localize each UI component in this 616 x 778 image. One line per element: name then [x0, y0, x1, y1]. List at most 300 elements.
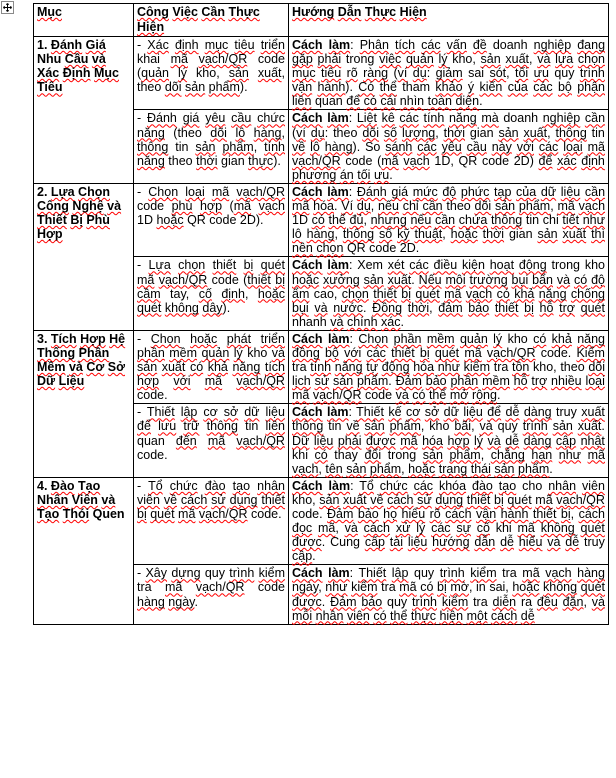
- spellcheck-word: phẩm: [518, 461, 550, 476]
- spellcheck-word: diện: [455, 94, 480, 109]
- spellcheck-word: năng: [448, 111, 477, 126]
- spellcheck-word: nhật: [580, 433, 605, 448]
- guidance-label: [292, 566, 350, 580]
- guidance-label: [292, 405, 349, 419]
- guidance-table: [33, 3, 609, 625]
- spellcheck-word: các: [538, 139, 559, 154]
- spellcheck-word: và: [330, 314, 344, 329]
- spellcheck-word: đang: [577, 38, 606, 52]
- table-row: [34, 183, 609, 256]
- spellcheck-word: viên: [346, 608, 370, 623]
- spellcheck-word: và: [107, 199, 122, 214]
- spellcheck-word: dàng: [523, 405, 552, 420]
- spellcheck-word: Phần: [78, 345, 110, 360]
- spellcheck-word: phần: [137, 345, 165, 360]
- spellcheck-word: sản: [319, 492, 340, 507]
- spellcheck-word: vạch/QR: [195, 580, 245, 595]
- spellcheck-word: thiết: [373, 286, 397, 301]
- spellcheck-word: nên: [292, 241, 313, 256]
- spellcheck-word: ràng: [363, 66, 389, 81]
- spellcheck-word: như: [582, 213, 606, 228]
- spellcheck-word: phát: [226, 331, 252, 346]
- spellcheck-word: trữ: [183, 419, 200, 434]
- spellcheck-word: đủ: [349, 213, 364, 228]
- spellcheck-word: lý: [233, 345, 243, 360]
- spellcheck-word: Thói: [62, 507, 90, 521]
- spellcheck-word: ví: [296, 125, 306, 140]
- spellcheck-word: quét: [137, 300, 162, 315]
- spellcheck-word: xuất: [257, 66, 282, 81]
- spellcheck-word: lô: [310, 139, 320, 154]
- spellcheck-word: phần: [450, 374, 479, 389]
- spellcheck-word: Cần: [201, 5, 226, 19]
- spellcheck-word: dữ: [443, 405, 459, 420]
- spellcheck-word: xác: [557, 153, 577, 168]
- spellcheck-word: phẩm: [356, 374, 389, 389]
- spellcheck-word: định: [221, 286, 245, 301]
- spellcheck-word: kỹ: [397, 227, 410, 242]
- guidance-text: : Thiết kế cơ sở dữ liệu để dễ dàng truy xuất thông tin về sản phẩm, kho bãi, và quy trình sản xuất. Dữ liệu phải được mã hóa hợp lý và dễ dàng cập nhật khi có thay đổi trong sản phẩm, chẳng hạn như mã vạch, tên sản phẩm, hoặc trạng thái sản phẩm.: [292, 405, 605, 476]
- spellcheck-word: Công: [37, 199, 69, 214]
- spellcheck-word: nghiệp: [542, 111, 581, 126]
- spellcheck-word: bộ: [557, 80, 572, 95]
- spellcheck-word: vạch/QR: [312, 388, 362, 403]
- spellcheck-word: cần: [584, 111, 606, 126]
- spellcheck-word: mã: [170, 52, 188, 67]
- table-move-handle-icon[interactable]: [1, 1, 14, 14]
- spellcheck-word: vạch/QR: [198, 507, 248, 521]
- spellcheck-word: thời: [482, 227, 505, 242]
- spellcheck-word: lập: [391, 566, 409, 581]
- spellcheck-word: được: [292, 535, 322, 550]
- spellcheck-word: số: [383, 125, 398, 140]
- spellcheck-word: sản: [498, 125, 519, 140]
- spellcheck-word: hỗ: [513, 374, 528, 389]
- spellcheck-word: cơ: [405, 405, 421, 420]
- spellcheck-word: Nhân: [37, 492, 69, 507]
- spellcheck-word: tồn: [511, 360, 530, 375]
- spellcheck-word: mà: [481, 111, 499, 126]
- spellcheck-word: Phân: [359, 38, 389, 52]
- spellcheck-word: Hiện: [399, 5, 427, 19]
- spellcheck-word: số: [378, 227, 393, 242]
- spellcheck-word: nhân: [548, 478, 577, 493]
- spellcheck-word: liệu: [463, 405, 483, 420]
- spellcheck-word: thiết: [532, 507, 557, 521]
- spellcheck-word: và: [271, 345, 285, 360]
- spellcheck-word: phù: [171, 199, 193, 214]
- guidance-table-wrapper: [33, 3, 608, 625]
- spellcheck-word: mã: [400, 433, 418, 448]
- column-header-2: [134, 4, 289, 37]
- spellcheck-word: năng: [232, 360, 261, 375]
- spellcheck-word: vạch/QR: [292, 153, 341, 168]
- spellcheck-word: các: [413, 478, 434, 493]
- spellcheck-word: quản: [141, 66, 169, 81]
- spellcheck-word: Thiết: [358, 566, 387, 581]
- spellcheck-word: Lựa: [148, 258, 171, 273]
- spellcheck-word: yêu: [205, 111, 226, 126]
- spellcheck-word: tính: [310, 360, 332, 375]
- spellcheck-word: chọn: [178, 258, 206, 273]
- spellcheck-word: Cách: [292, 331, 323, 346]
- spellcheck-word: Cách: [292, 258, 323, 273]
- task-cell: - Xây dựng quy trình kiểm tra mã vạch/QR code hàng ngày.: [134, 565, 289, 624]
- spellcheck-word: triển: [260, 331, 285, 346]
- spellcheck-word: Kiểm: [576, 345, 605, 360]
- spellcheck-word: mã: [204, 374, 223, 389]
- spellcheck-word: cố: [198, 286, 212, 301]
- spellcheck-word: vận: [292, 80, 313, 95]
- spellcheck-word: dễ: [500, 535, 514, 550]
- spellcheck-word: cách: [387, 492, 414, 507]
- spellcheck-word: sản: [494, 199, 516, 214]
- spellcheck-word: khả: [514, 286, 535, 301]
- spellcheck-word: cách: [363, 521, 391, 536]
- spellcheck-word: vạch: [258, 199, 285, 214]
- spellcheck-word: nhưng: [370, 213, 407, 228]
- spellcheck-word: hoặc: [156, 213, 184, 228]
- spellcheck-word: Định: [62, 66, 91, 81]
- spellcheck-word: mã: [211, 184, 230, 199]
- spellcheck-word: như: [558, 447, 582, 462]
- spellcheck-word: xuất: [523, 125, 548, 140]
- spellcheck-word: phần: [393, 331, 422, 346]
- spellcheck-word: hoặc: [450, 227, 478, 242]
- spellcheck-word: Nghệ: [72, 199, 104, 214]
- spellcheck-word: loại: [185, 184, 205, 199]
- spellcheck-word: sản: [195, 139, 216, 154]
- spellcheck-word: có: [573, 272, 588, 287]
- spellcheck-word: kế: [388, 405, 402, 420]
- spellcheck-word: liên: [292, 94, 312, 109]
- spellcheck-word: nước: [333, 300, 364, 315]
- spellcheck-word: Công: [137, 5, 169, 19]
- spellcheck-word: kiểm: [441, 594, 469, 609]
- spellcheck-word: mềm: [482, 374, 510, 389]
- spellcheck-word: nếu: [378, 199, 399, 214]
- guidance-cell: [289, 330, 609, 403]
- spellcheck-word: Cơ: [86, 360, 105, 375]
- spellcheck-word: mã: [557, 199, 575, 214]
- spellcheck-word: mỗi: [292, 608, 313, 623]
- spellcheck-word: Đánh: [146, 111, 177, 126]
- spellcheck-word: Đảm: [395, 374, 422, 389]
- spellcheck-word: quản: [201, 345, 230, 360]
- spellcheck-word: chọn: [316, 241, 344, 256]
- spellcheck-word: tạp: [494, 184, 512, 199]
- spellcheck-word: kiểm: [351, 580, 378, 595]
- column-header-label: [37, 5, 130, 20]
- spellcheck-word: làm: [326, 405, 349, 420]
- spellcheck-word: hoạt: [489, 258, 515, 273]
- spellcheck-word: tối: [357, 167, 371, 182]
- spellcheck-word: làm: [327, 331, 350, 346]
- spellcheck-word: nhìn: [399, 94, 425, 109]
- spellcheck-word: sản: [552, 419, 573, 434]
- spellcheck-word: định: [174, 38, 199, 52]
- guidance-label: [292, 479, 350, 493]
- spellcheck-word: vạch: [545, 566, 572, 581]
- table-header-row: [34, 4, 609, 37]
- spellcheck-word: sở: [424, 405, 440, 420]
- spellcheck-word: ẩm: [292, 286, 310, 301]
- spellcheck-word: lý: [416, 521, 426, 536]
- spellcheck-word: bảo: [361, 594, 383, 609]
- spellcheck-word: lượng: [401, 125, 436, 140]
- spellcheck-word: các: [417, 139, 437, 154]
- spellcheck-word: Tạo: [78, 478, 101, 493]
- spellcheck-word: hoặc: [190, 331, 218, 346]
- spellcheck-word: kiện: [461, 258, 485, 273]
- spellcheck-word: cố: [476, 521, 490, 536]
- spellcheck-word: thời: [407, 300, 430, 315]
- spellcheck-word: lưu: [158, 419, 177, 434]
- spellcheck-word: dõi: [164, 80, 182, 95]
- spellcheck-word: giảm: [435, 66, 463, 81]
- table-row: [34, 330, 609, 403]
- spellcheck-word: rõ: [346, 66, 358, 81]
- spellcheck-word: Tổ: [148, 478, 163, 493]
- spellcheck-word: có: [311, 213, 325, 228]
- spellcheck-word: hợp: [447, 433, 470, 448]
- spellcheck-word: kiểm: [258, 566, 286, 581]
- spellcheck-word: quét: [434, 345, 460, 360]
- spellcheck-word: thiết: [212, 258, 237, 273]
- spellcheck-word: xác: [381, 314, 401, 329]
- spellcheck-word: chứa: [458, 213, 488, 228]
- spellcheck-word: Hướng: [292, 5, 335, 19]
- spellcheck-word: trường: [469, 272, 508, 287]
- spellcheck-word: vạch: [465, 286, 493, 301]
- spellcheck-word: đều: [536, 594, 558, 609]
- topic-cell: 3. Tích Hợp Hệ Thống Phần Mềm và Cơ Sở Dữ Liệu: [34, 330, 134, 477]
- topic-cell: 2. Lựa Chọn Công Nghệ và Thiết Bị Phù Hợp: [34, 183, 134, 330]
- spellcheck-word: trợ: [559, 300, 575, 315]
- spellcheck-word: bãi: [454, 419, 472, 434]
- spellcheck-word: mã: [317, 521, 336, 536]
- spellcheck-word: cách: [578, 507, 605, 521]
- spellcheck-word: lý: [438, 52, 448, 67]
- spellcheck-word: diễn: [492, 594, 517, 609]
- spellcheck-word: trình: [412, 594, 438, 609]
- spellcheck-word: Đào: [50, 478, 75, 493]
- spellcheck-word: giá: [391, 184, 409, 199]
- spellcheck-word: lịch: [292, 374, 311, 389]
- spellcheck-word: hóa: [422, 433, 443, 448]
- spellcheck-word: triển: [260, 38, 286, 52]
- guidance-text: : Chọn phần mềm quản lý kho có khả năng đồng bộ với các thiết bị quét mã vạch/QR code. Kiểm tra tính năng tự động hóa như kiểm tra tồn kho, theo dõi lịch sử sản phẩm. Đảm bảo phần mềm hỗ trợ nhiều loại mã vạch/QR code và có thể mở rộng.: [292, 331, 606, 403]
- spellcheck-word: xét: [387, 258, 405, 273]
- spellcheck-word: cầu: [231, 111, 252, 126]
- spellcheck-word: mục: [292, 66, 316, 81]
- spellcheck-word: Hợp: [37, 227, 63, 242]
- table-row: [34, 477, 609, 565]
- spellcheck-word: hợp: [199, 199, 223, 214]
- spellcheck-word: điều: [433, 258, 458, 273]
- spellcheck-word: về: [292, 139, 306, 154]
- spellcheck-word: hỗ: [539, 300, 554, 315]
- spellcheck-word: tích: [264, 360, 286, 375]
- spellcheck-word: thì: [591, 227, 605, 242]
- spellcheck-word: ưu: [533, 66, 549, 81]
- guidance-text: : Liệt kê các tính năng mà doanh nghiệp cần (ví dụ: theo dõi số lượng, thời gian sản xuất, thông tin về lô hàng). So sánh các yêu cầu này với các loại mã vạch/QR code (mã vạch 1D, QR code 2D) để xác định phương án tối ưu.: [292, 111, 606, 182]
- spellcheck-word: hóa: [313, 199, 335, 214]
- spellcheck-word: và: [344, 521, 358, 536]
- spellcheck-word: làm: [327, 258, 349, 273]
- spellcheck-word: các: [533, 80, 553, 95]
- spellcheck-word: phẩm: [389, 419, 421, 434]
- spellcheck-word: dõi: [362, 125, 379, 140]
- spellcheck-word: phải: [317, 52, 342, 67]
- spellcheck-word: mã: [233, 199, 252, 214]
- spellcheck-word: bảo: [357, 507, 379, 521]
- spellcheck-word: Thống: [37, 345, 76, 360]
- spellcheck-word: bị: [243, 258, 254, 273]
- spellcheck-word: Tổ: [359, 478, 374, 493]
- spellcheck-word: Dữ: [292, 433, 310, 448]
- spellcheck-word: tiêu: [234, 38, 255, 52]
- spellcheck-word: không: [164, 300, 199, 315]
- spellcheck-word: dữ: [540, 184, 557, 199]
- guidance-text: : Đánh giá mức độ phức tạp của dữ liệu cần mã hóa. Ví dụ, nếu chỉ cần theo dõi sản phẩm, mã vạch 1D có thể đủ, nhưng nếu cần chứa thông tin chi tiết như lô hàng, thông số kỹ thuật, hoặc thời gian sản xuất thì nên chọn QR code 2D.: [292, 184, 606, 256]
- spellcheck-word: dụng: [229, 492, 258, 507]
- spellcheck-word: Lựa: [50, 184, 75, 199]
- spellcheck-word: vạch/QR: [198, 52, 248, 67]
- spellcheck-word: thông: [292, 419, 324, 434]
- spellcheck-word: chức: [379, 478, 408, 493]
- spellcheck-word: hoặc: [257, 286, 285, 301]
- spellcheck-word: đồng: [292, 345, 320, 360]
- spellcheck-word: mã: [444, 286, 462, 301]
- spellcheck-word: cập: [292, 549, 313, 564]
- spellcheck-word: ý: [467, 80, 475, 95]
- spellcheck-word: sử: [211, 492, 226, 507]
- spellcheck-word: dõi: [588, 360, 605, 375]
- spellcheck-word: dựng: [171, 566, 201, 581]
- spellcheck-word: xuất: [581, 405, 605, 420]
- spellcheck-word: chọn: [341, 286, 369, 301]
- spellcheck-word: quét: [415, 286, 440, 301]
- spellcheck-word: Giá: [85, 38, 106, 52]
- spellcheck-word: năng: [137, 125, 165, 140]
- spellcheck-word: ngày: [292, 580, 319, 595]
- spellcheck-word: bộ: [324, 345, 339, 360]
- spellcheck-word: trợ: [531, 374, 548, 389]
- spellcheck-word: viên: [137, 492, 160, 507]
- spellcheck-word: mở: [449, 388, 469, 403]
- spellcheck-word: liệu: [560, 184, 581, 199]
- spellcheck-word: sản: [228, 66, 249, 81]
- spellcheck-word: năng: [577, 331, 606, 346]
- spellcheck-word: cái: [380, 94, 397, 109]
- spellcheck-word: mã: [535, 492, 553, 507]
- spellcheck-word: mã: [464, 345, 482, 360]
- spellcheck-word: cấp: [364, 535, 385, 550]
- spellcheck-word: vạch/QR: [486, 345, 536, 360]
- task-cell: - Chọn loại mã vạch/QR code phù hợp (mã vạch 1D hoặc QR code 2D).: [134, 183, 289, 256]
- spellcheck-word: hiểu: [518, 535, 543, 550]
- spellcheck-word: Đồng: [372, 300, 403, 315]
- guidance-label: [292, 332, 350, 346]
- spellcheck-word: sản: [494, 461, 515, 476]
- spellcheck-word: Cách: [292, 566, 323, 581]
- spellcheck-word: Dữ: [37, 374, 56, 389]
- spellcheck-word: mức: [412, 184, 438, 199]
- spellcheck-word: hiện: [439, 608, 464, 623]
- spellcheck-word: làm: [327, 111, 349, 126]
- spellcheck-word: sản: [363, 272, 384, 287]
- spellcheck-word: các: [409, 258, 429, 273]
- spellcheck-word: quét: [580, 580, 606, 595]
- guidance-cell: [289, 37, 609, 110]
- spellcheck-word: được: [292, 594, 322, 609]
- spellcheck-word: hạn: [531, 447, 553, 462]
- task-cell: - Xác định mục tiêu triển khai mã vạch/QR code (quản lý kho, sản xuất, theo dõi sản phẩm).: [134, 37, 289, 110]
- spellcheck-word: như: [325, 580, 348, 595]
- spellcheck-word: sản: [333, 374, 354, 389]
- spellcheck-word: thiết: [391, 345, 415, 360]
- spellcheck-word: bị: [275, 272, 285, 287]
- spellcheck-word: Nếu: [418, 272, 442, 287]
- spellcheck-word: cách: [445, 507, 472, 521]
- spellcheck-word: không: [540, 521, 575, 536]
- table-body: [34, 4, 609, 625]
- spellcheck-word: việc: [379, 52, 402, 67]
- spellcheck-word: để: [346, 94, 361, 109]
- spellcheck-word: Đảm: [330, 594, 357, 609]
- spellcheck-word: nhân: [315, 608, 344, 623]
- spellcheck-word: có: [189, 360, 204, 375]
- spellcheck-word: phương: [292, 167, 337, 182]
- spellcheck-word: Việc: [172, 5, 198, 19]
- spellcheck-word: toàn: [427, 94, 452, 109]
- spellcheck-word: rõ: [429, 507, 441, 521]
- spellcheck-word: hoặc: [408, 461, 436, 476]
- spellcheck-word: Thiết: [37, 213, 67, 228]
- spellcheck-word: mã: [178, 507, 196, 521]
- spellcheck-word: các: [421, 38, 441, 52]
- spellcheck-word: và: [314, 300, 328, 315]
- guidance-cell: [289, 404, 609, 477]
- spellcheck-word: tính: [264, 139, 286, 154]
- spellcheck-word: có: [496, 286, 510, 301]
- spellcheck-word: tính: [423, 111, 445, 126]
- spellcheck-word: quét: [580, 300, 605, 315]
- spellcheck-word: mềm: [169, 345, 198, 360]
- spellcheck-word: Cách: [292, 38, 323, 52]
- spellcheck-word: có: [533, 331, 547, 346]
- spellcheck-word: Liệu: [58, 374, 85, 389]
- spellcheck-word: bị: [437, 580, 447, 595]
- spellcheck-word: phẩm: [208, 80, 240, 95]
- spellcheck-word: tiết: [562, 213, 580, 228]
- spellcheck-word: lý: [493, 331, 503, 346]
- spellcheck-word: giá: [182, 111, 200, 126]
- spellcheck-word: sở: [223, 405, 239, 420]
- spellcheck-word: thiết: [466, 492, 491, 507]
- spellcheck-word: lý: [474, 433, 484, 448]
- spellcheck-word: và: [91, 52, 106, 67]
- spellcheck-word: và: [547, 535, 561, 550]
- spellcheck-word: hoặc: [292, 272, 320, 287]
- spellcheck-word: Chọn: [358, 331, 389, 346]
- spellcheck-word: cập: [555, 433, 577, 448]
- spellcheck-word: thể: [390, 608, 408, 623]
- spellcheck-word: chỉ: [402, 199, 419, 214]
- guidance-label: [292, 111, 349, 125]
- spellcheck-word: lý: [178, 66, 188, 81]
